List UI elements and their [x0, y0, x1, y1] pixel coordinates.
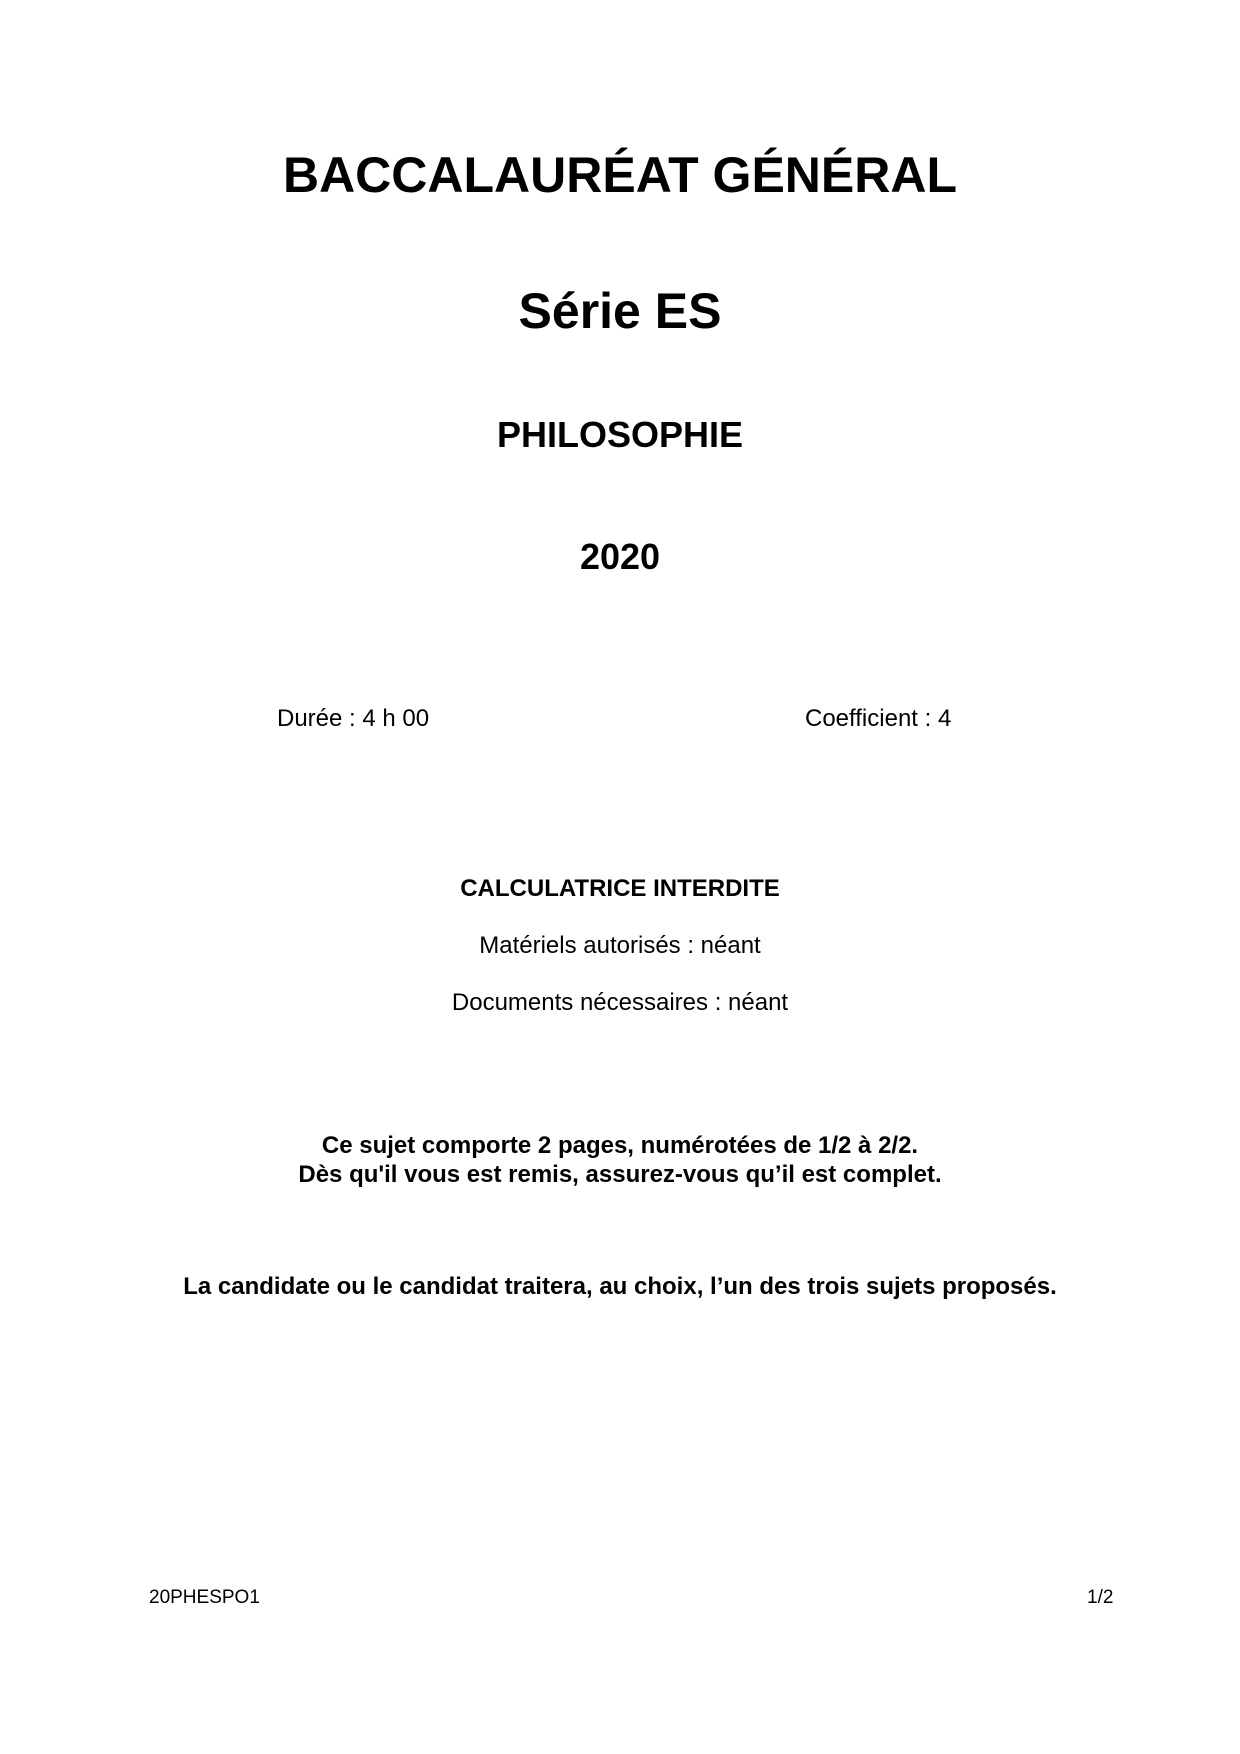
required-documents: Documents nécessaires : néant — [451, 989, 789, 1016]
exam-duration: Durée : 4 h 00 — [277, 705, 430, 732]
choice-instruction: La candidate ou le candidat traitera, au choix, l’un des trois sujets proposés. — [183, 1273, 1057, 1300]
exam-title: BACCALAURÉAT GÉNÉRAL — [282, 147, 958, 203]
footer-page-number: 1/2 — [1087, 1587, 1114, 1608]
calculator-rule: CALCULATRICE INTERDITE — [460, 875, 780, 902]
exam-subject: PHILOSOPHIE — [496, 414, 744, 455]
page-count-notice — [0, 1131, 1240, 1189]
footer-exam-code: 20PHESPO1 — [149, 1587, 260, 1608]
exam-serie: Série ES — [518, 283, 722, 339]
notice-line-1: Ce sujet comporte 2 pages, numérotées de 1/2 à 2/2. — [321, 1132, 919, 1159]
exam-year: 2020 — [579, 536, 661, 577]
exam-coefficient: Coefficient : 4 — [805, 705, 952, 732]
allowed-materials: Matériels autorisés : néant — [479, 932, 761, 959]
notice-line-2: Dès qu'il vous est remis, assurez-vous qu’il est complet. — [298, 1161, 942, 1188]
